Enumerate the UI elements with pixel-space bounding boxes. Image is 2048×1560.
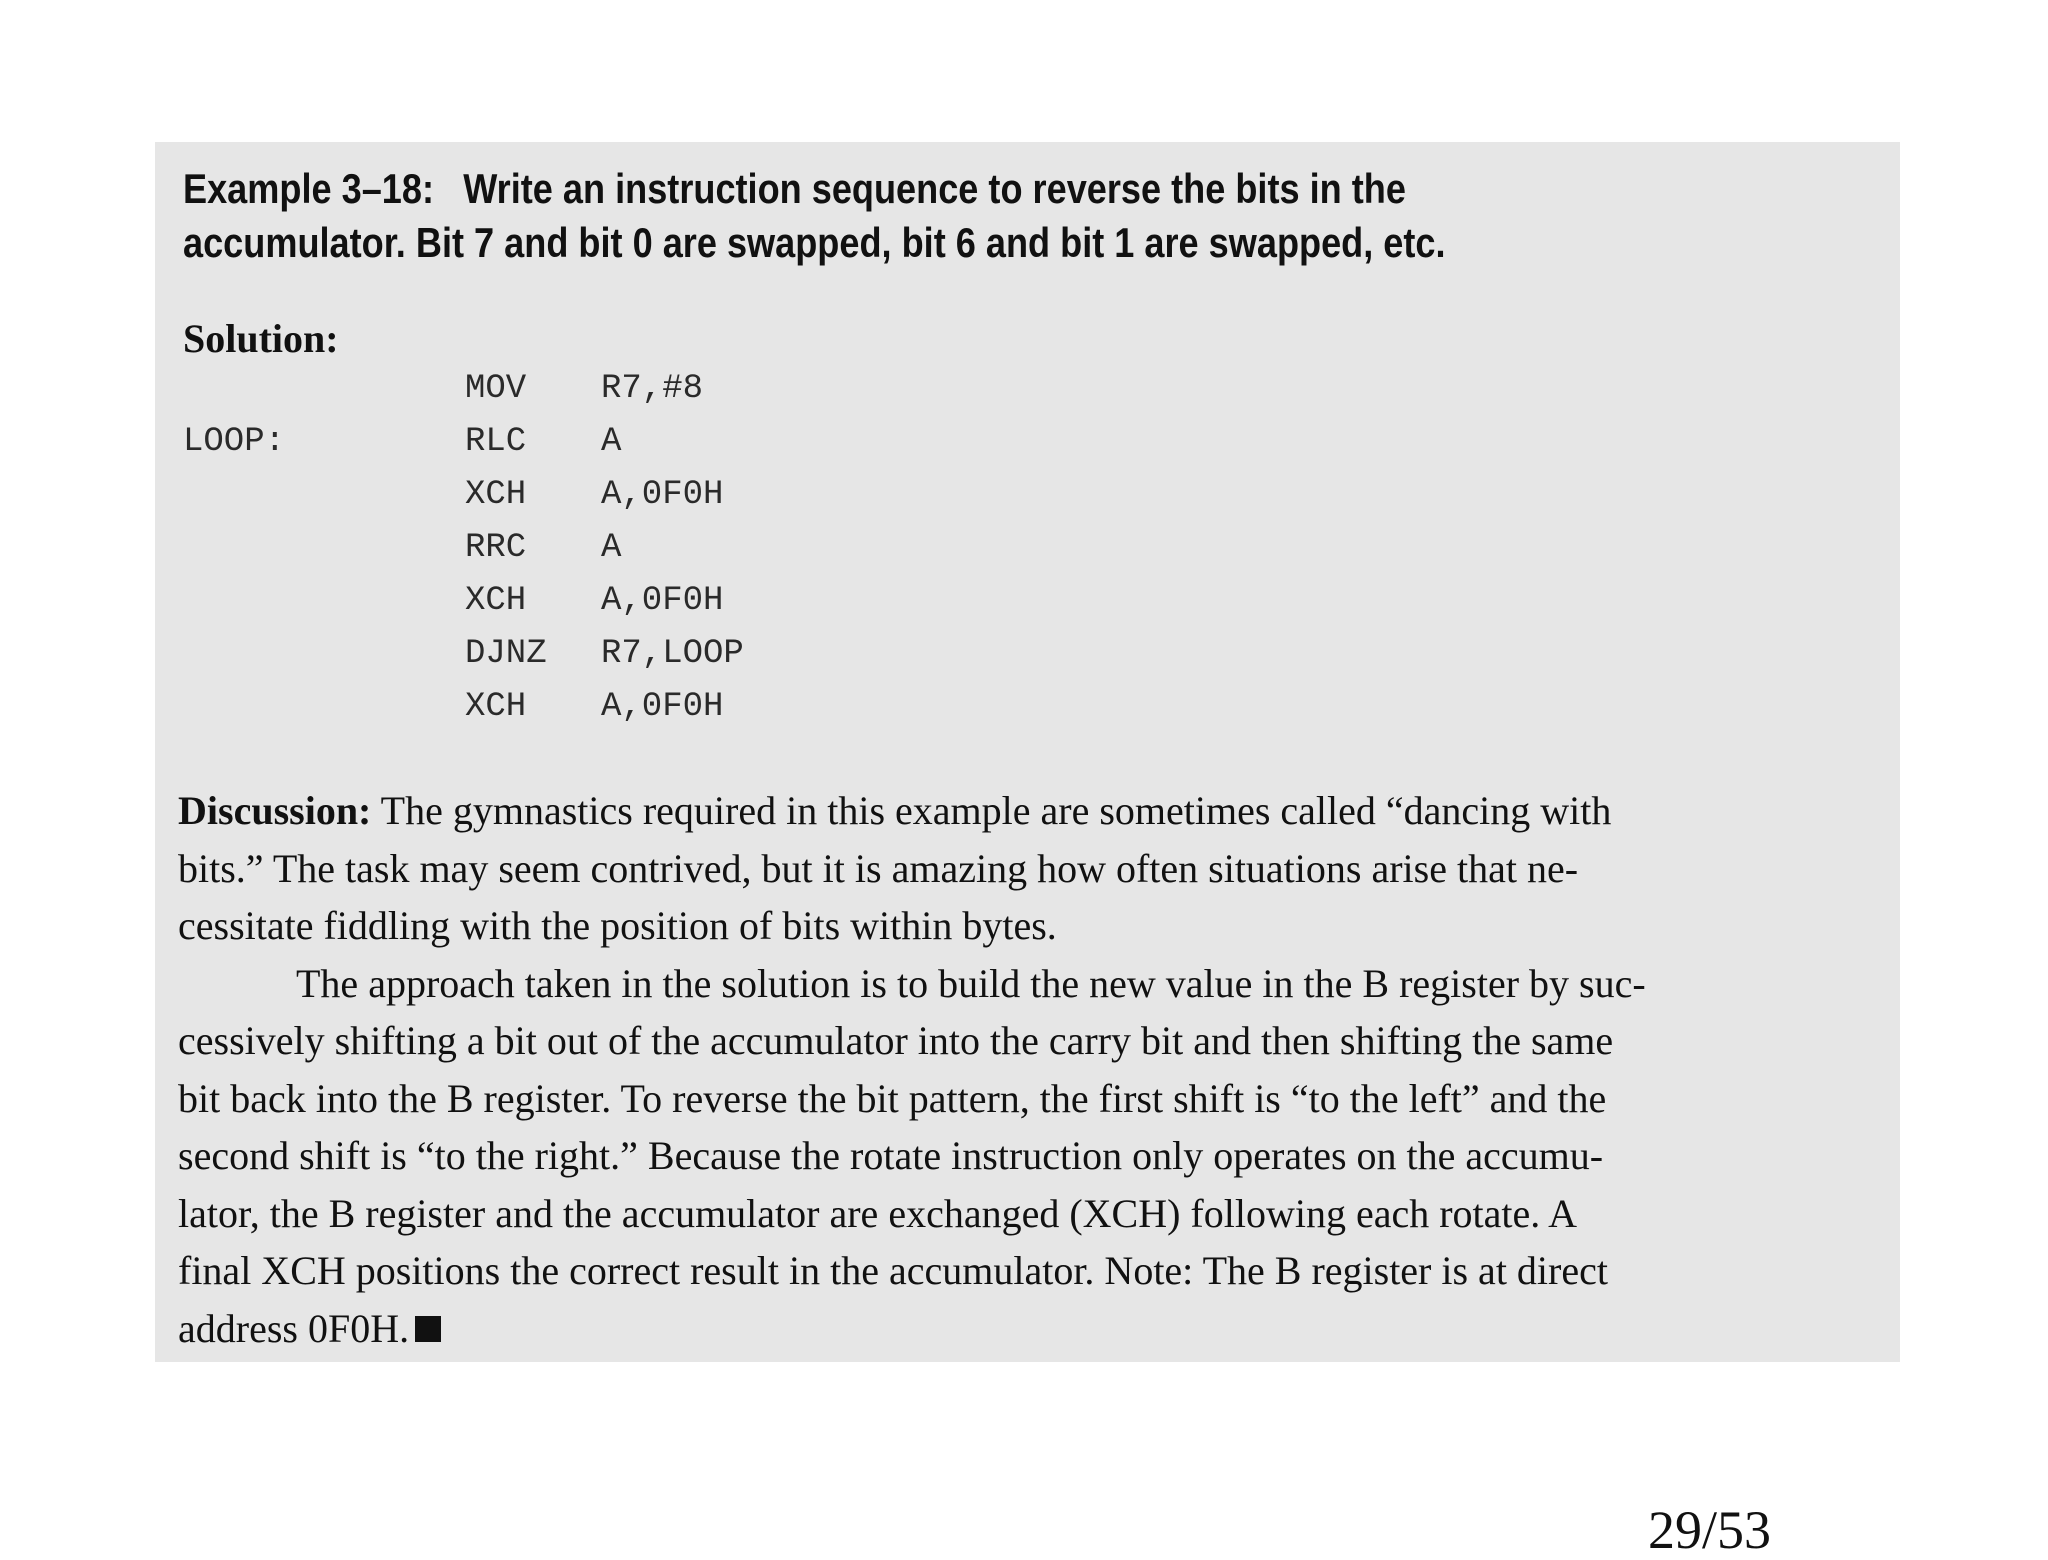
discussion-line: lator, the B register and the accumulator are exchanged (XCH) following each rotate. A: [178, 1190, 1577, 1236]
code-operand: A,0F0H: [601, 476, 724, 514]
scanned-page: [155, 142, 1900, 1362]
discussion-line: bit back into the B register. To reverse the bit pattern, the first shift is “to the left” and the: [178, 1075, 1607, 1121]
example-heading-line-1: [183, 162, 1817, 216]
code-mnemonic: DJNZ: [465, 635, 547, 673]
discussion-line: second shift is “to the right.” Because the rotate instruction only operates on the accumu-: [178, 1133, 1604, 1178]
code-operand: A,0F0H: [601, 688, 724, 726]
code-operand: A: [601, 529, 622, 567]
example-title-part-1: Write an instruction sequence to reverse the bits in the: [463, 165, 1406, 212]
discussion-line: cessively shifting a bit out of the accumulator into the carry bit and then shifting the same: [178, 1018, 1614, 1063]
example-number: Example 3–18:: [183, 165, 434, 212]
code-operand: R7,#8: [601, 370, 704, 408]
discussion-line: [178, 1300, 1888, 1358]
discussion-line: final XCH positions the correct result in the accumulator. Note: The B register is at direct: [178, 1248, 1608, 1293]
discussion-line: bits.” The task may seem contrived, but it is amazing how often situations arise that ne-: [178, 845, 1579, 891]
code-mnemonic: XCH: [465, 476, 527, 514]
code-mnemonic: XCH: [465, 688, 527, 726]
code-operand: R7,LOOP: [601, 635, 744, 673]
discussion-line: cessitate fiddling with the position of bits within bytes.: [178, 903, 1057, 948]
discussion-text: The gymnastics required in this example are sometimes called “dancing with: [371, 788, 1612, 833]
discussion-line: The approach taken in the solution is to build the new value in the B register by suc-: [296, 960, 1646, 1006]
code-mnemonic: XCH: [465, 582, 527, 620]
discussion-line: [178, 782, 1888, 840]
end-of-example-mark-icon: [415, 1316, 441, 1342]
code-mnemonic: RLC: [465, 423, 527, 461]
page-number: 29/53: [1648, 1500, 1772, 1560]
example-title-part-2: accumulator. Bit 7 and bit 0 are swapped, bit 6 and bit 1 are swapped, etc.: [183, 219, 1446, 266]
solution-label: Solution:: [183, 316, 339, 361]
code-operand: A: [601, 423, 622, 461]
code-mnemonic: MOV: [465, 370, 527, 408]
code-mnemonic: RRC: [465, 529, 527, 567]
code-operand: A,0F0H: [601, 582, 724, 620]
discussion-text: address 0F0H.: [178, 1305, 410, 1351]
code-label: LOOP:: [183, 423, 286, 461]
discussion-paragraphs: [178, 782, 1888, 1357]
discussion-label: Discussion:: [178, 788, 372, 833]
example-heading: [183, 162, 1817, 270]
